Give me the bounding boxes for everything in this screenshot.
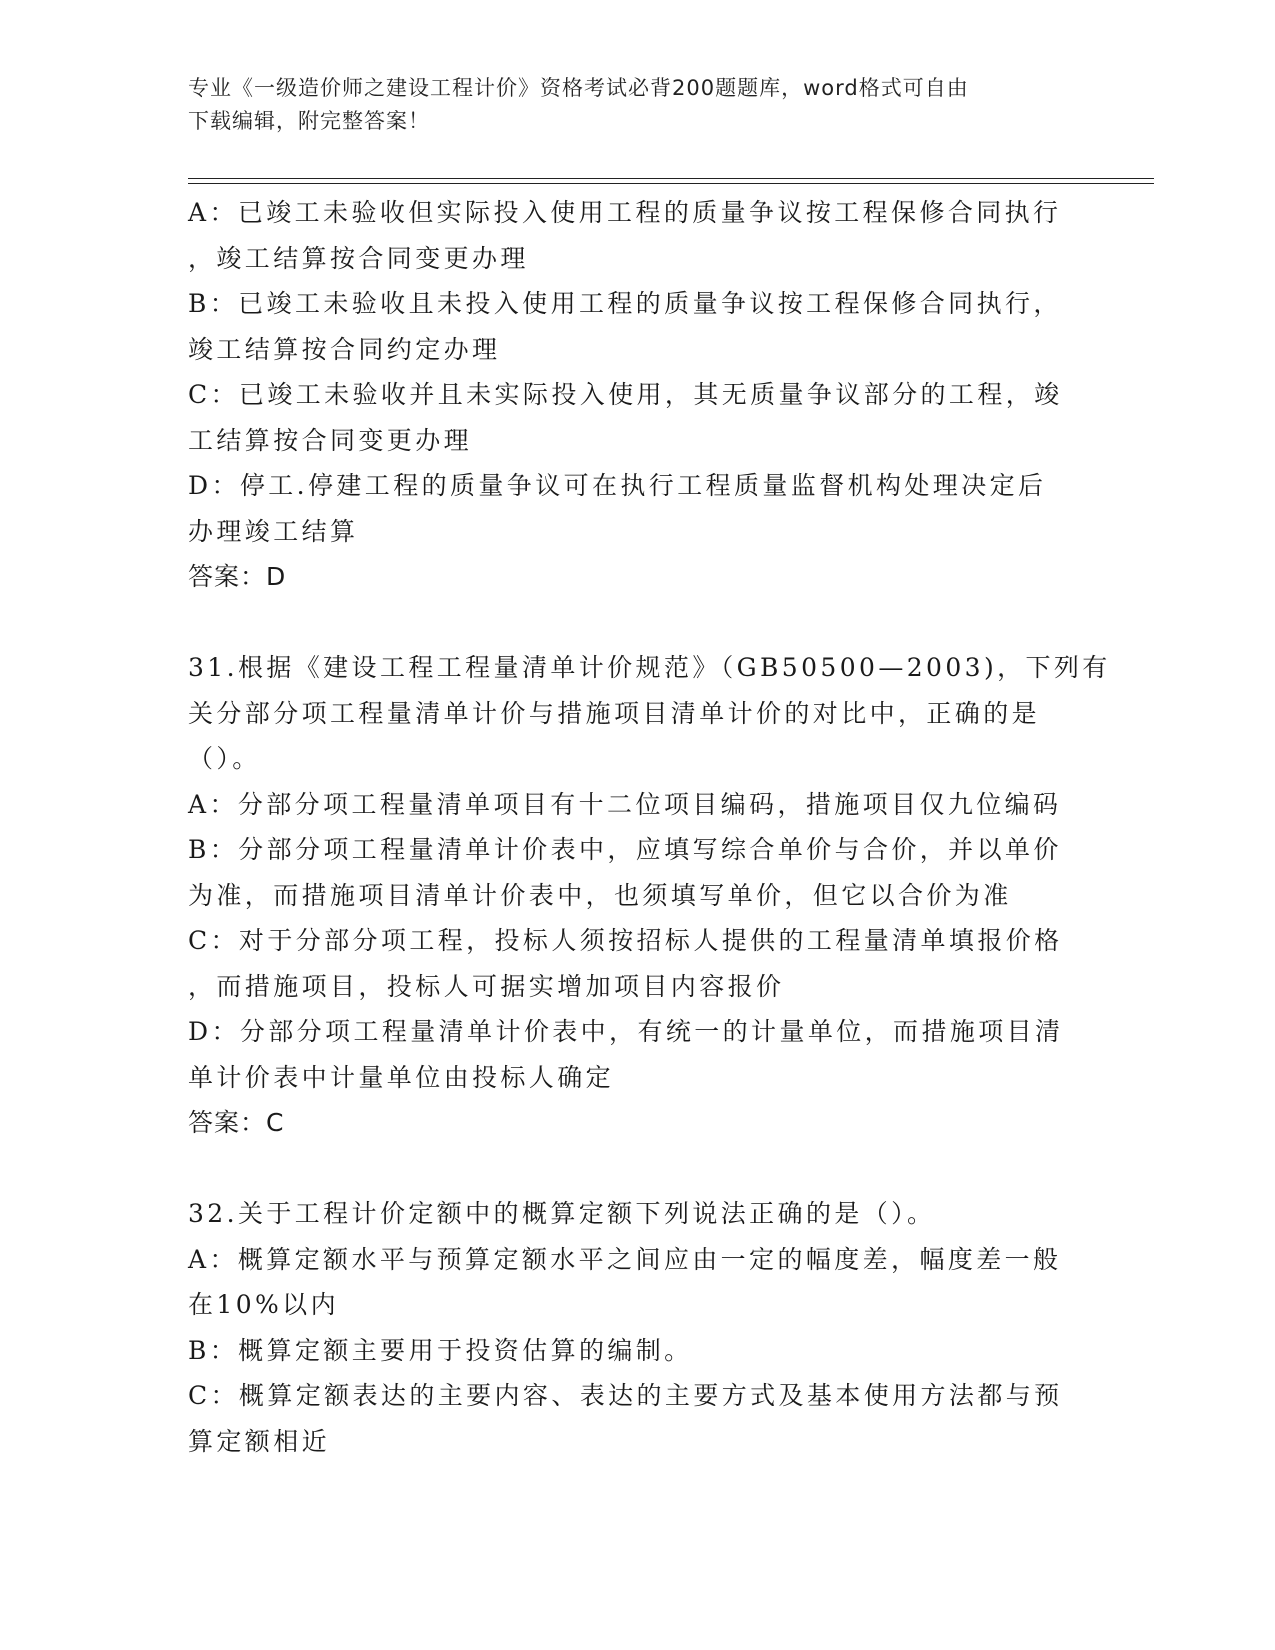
document-body (188, 190, 1111, 1464)
q31-option-c-line-2: ，而措施项目，投标人可据实增加项目内容报价 (188, 971, 785, 1001)
q32-option-a-line-2: 在10%以内 (188, 1290, 339, 1319)
header-divider-top (188, 178, 1154, 179)
q30-option-a-line-1: A：已竣工未验收但实际投入使用工程的质量争议按工程保修合同执行 (188, 198, 1062, 227)
q31-option-b-line-2: 为准，而措施项目清单计价表中，也须填写单价，但它以合价为准 (188, 880, 1012, 910)
q31-answer: 答案：C (188, 1108, 285, 1137)
q30-option-d-line-1: D：停工.停建工程的质量争议可在执行工程质量监督机构处理决定后 (188, 471, 1047, 500)
q31-option-d-line-2: 单计价表中计量单位由投标人确定 (188, 1062, 615, 1092)
q30-option-b-line-2: 竣工结算按合同约定办理 (188, 334, 501, 364)
q31-option-c-line-1: C：对于分部分项工程，投标人须按招标人提供的工程量清单填报价格 (188, 926, 1063, 955)
q32-option-c-line-1: C：概算定额表达的主要内容、表达的主要方式及基本使用方法都与预 (188, 1381, 1063, 1410)
q32-option-a-line-1: A：概算定额水平与预算定额水平之间应由一定的幅度差，幅度差一般 (188, 1244, 1062, 1274)
q31-stem-line-3: （）。 (188, 744, 261, 773)
spacer (188, 600, 1088, 646)
q30-option-c-line-2: 工结算按合同变更办理 (188, 425, 473, 455)
q30-option-a-line-2: ，竣工结算按合同变更办理 (188, 243, 529, 273)
question-30-options (188, 190, 1088, 600)
header-divider-bottom (188, 183, 1154, 184)
q32-option-b-line-1: B：概算定额主要用于投资估算的编制。 (188, 1335, 693, 1365)
q31-option-b-line-1: B：分部分项工程量清单计价表中，应填写综合单价与合价，并以单价 (188, 835, 1062, 864)
header-title-line-1: 专业《一级造价师之建设工程计价》资格考试必背200题题库，word格式可自由 (188, 76, 969, 100)
document-header (188, 72, 1068, 138)
q31-stem-line-1: 31.根据《建设工程工程量清单计价规范》（GB50500—2003)，下列有 (188, 653, 1111, 682)
q32-option-c-line-2: 算定额相近 (188, 1426, 331, 1456)
question-32 (188, 1191, 1088, 1464)
question-31 (188, 645, 1111, 1146)
q31-stem-line-2: 关分部分项工程量清单计价与措施项目清单计价的对比中，正确的是 (188, 698, 1041, 728)
q30-option-c-line-1: C：已竣工未验收并且未实际投入使用，其无质量争议部分的工程，竣 (188, 380, 1063, 409)
q31-option-d-line-1: D：分部分项工程量清单计价表中，有统一的计量单位，而措施项目清 (188, 1017, 1064, 1046)
q30-option-d-line-2: 办理竣工结算 (188, 516, 359, 546)
header-title-line-2: 下载编辑，附完整答案！ (188, 109, 430, 133)
q30-option-b-line-1: B：已竣工未验收且未投入使用工程的质量争议按工程保修合同执行， (188, 289, 1062, 318)
spacer (188, 1146, 1088, 1192)
q32-stem-line-1: 32.关于工程计价定额中的概算定额下列说法正确的是（）。 (188, 1199, 936, 1228)
q31-option-a-line-1: A：分部分项工程量清单项目有十二位项目编码，措施项目仅九位编码 (188, 789, 1062, 819)
q30-answer: 答案：D (188, 562, 287, 591)
